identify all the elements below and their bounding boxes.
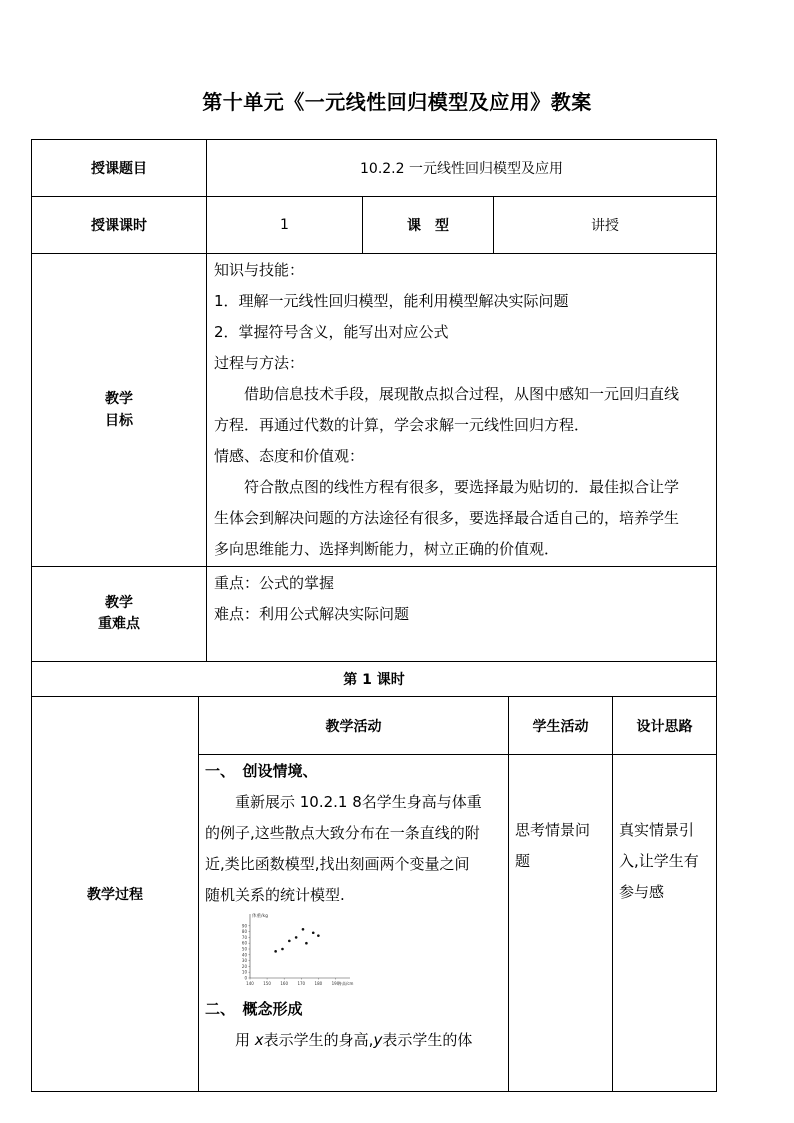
objectives-line: 生体会到解决问题的方法途径有很多，要选择最合适自己的，培养学生 xyxy=(214,509,680,527)
objectives-line: 多向思维能力、选择判断能力，树立正确的价值观． xyxy=(214,540,560,558)
x-axis-label: 身高/cm xyxy=(338,981,354,986)
scatter-point xyxy=(274,950,277,953)
session-title: 第 1 课时 xyxy=(343,672,405,688)
objectives-line: 符合散点图的线性方程有很多，要选择最为贴切的．最佳拟合让学 xyxy=(244,478,680,496)
key-point: 重点：公式的掌握 xyxy=(214,574,335,592)
y-tick-label: 40 xyxy=(241,952,247,958)
page-title: 第十单元《一元线性回归模型及应用》教案 xyxy=(202,90,592,114)
process-label: 教学过程 xyxy=(87,887,143,903)
scatter-chart xyxy=(232,910,358,988)
header-activity: 教学活动 xyxy=(325,718,382,735)
x-tick-label: 190 xyxy=(331,981,340,986)
student-activity: 思考情景问 题 xyxy=(515,821,591,870)
activity-content xyxy=(205,756,505,911)
keypoints-label: 教学 重难点 xyxy=(98,595,140,632)
objectives-label: 教学 目标 xyxy=(105,391,133,429)
y-tick-label: 90 xyxy=(241,923,247,929)
objectives-line: 情感、态度和价值观： xyxy=(214,447,365,465)
keypoints-content xyxy=(214,568,712,630)
difficult-point: 难点：利用公式解决实际问题 xyxy=(214,605,410,623)
y-tick-label: 30 xyxy=(241,958,247,964)
activity-line: 的例子,这些散点大致分布在一条直线的附 xyxy=(205,824,480,842)
scatter-point xyxy=(295,936,298,939)
course-type-label: 课 型 xyxy=(407,218,449,234)
hours-label: 授课课时 xyxy=(91,218,147,234)
activity-line: 重新展示 10.2.1 8名学生身高与体重 xyxy=(235,793,482,811)
topic-label: 授课题目 xyxy=(91,161,147,177)
objectives-line: 1．理解一元线性回归模型，能利用模型解决实际问题 xyxy=(214,292,569,310)
activity-line: 用 x表示学生的身高,y表示学生的体 xyxy=(235,1031,473,1049)
scatter-point xyxy=(305,942,308,945)
section-1-title: 一、 创设情境、 xyxy=(205,762,318,780)
y-tick-label: 50 xyxy=(241,946,247,952)
hours-value: 1 xyxy=(280,217,289,233)
section-2-title: 二、 概念形成 xyxy=(205,1000,303,1018)
y-tick-label: 10 xyxy=(241,969,247,975)
y-tick-label: 70 xyxy=(241,934,247,940)
scatter-point xyxy=(317,934,320,937)
x-tick-label: 180 xyxy=(314,981,323,986)
scatter-point xyxy=(312,931,315,934)
activity-line: 随机关系的统计模型. xyxy=(205,886,345,904)
x-tick-label: 170 xyxy=(297,981,306,986)
objectives-line: 方程．再通过代数的计算，学会求解一元线性回归方程． xyxy=(214,416,590,434)
scatter-point xyxy=(288,940,291,943)
objectives-line: 知识与技能： xyxy=(214,261,305,279)
y-tick-label: 20 xyxy=(241,963,247,969)
topic-value: 10.2.2 一元线性回归模型及应用 xyxy=(360,161,563,177)
y-tick-label: 60 xyxy=(241,940,247,946)
objectives-line: 过程与方法： xyxy=(214,354,305,372)
x-tick-label: 160 xyxy=(280,981,289,986)
activity-content-2 xyxy=(205,994,505,1056)
header-student: 学生活动 xyxy=(532,718,589,735)
scatter-point xyxy=(281,948,284,951)
y-tick-label: 80 xyxy=(241,929,247,935)
header-design: 设计思路 xyxy=(636,718,693,735)
course-type-value: 讲授 xyxy=(591,218,619,234)
x-tick-label: 140 xyxy=(246,981,254,986)
y-axis-label: 体重/kg xyxy=(252,914,268,919)
objectives-line: 2．掌握符号含义，能写出对应公式 xyxy=(214,323,449,341)
scatter-point xyxy=(302,928,305,931)
design-thinking: 真实情景引 入,让学生有 参与感 xyxy=(619,821,699,901)
objectives-content xyxy=(214,255,712,565)
activity-line: 近,类比函数模型,找出刻画两个变量之间 xyxy=(205,855,470,873)
y-tick-label: 0 xyxy=(244,975,247,981)
objectives-line: 借助信息技术手段，展现散点拟合过程，从图中感知一元回归直线 xyxy=(244,385,680,403)
x-tick-label: 150 xyxy=(263,981,271,986)
